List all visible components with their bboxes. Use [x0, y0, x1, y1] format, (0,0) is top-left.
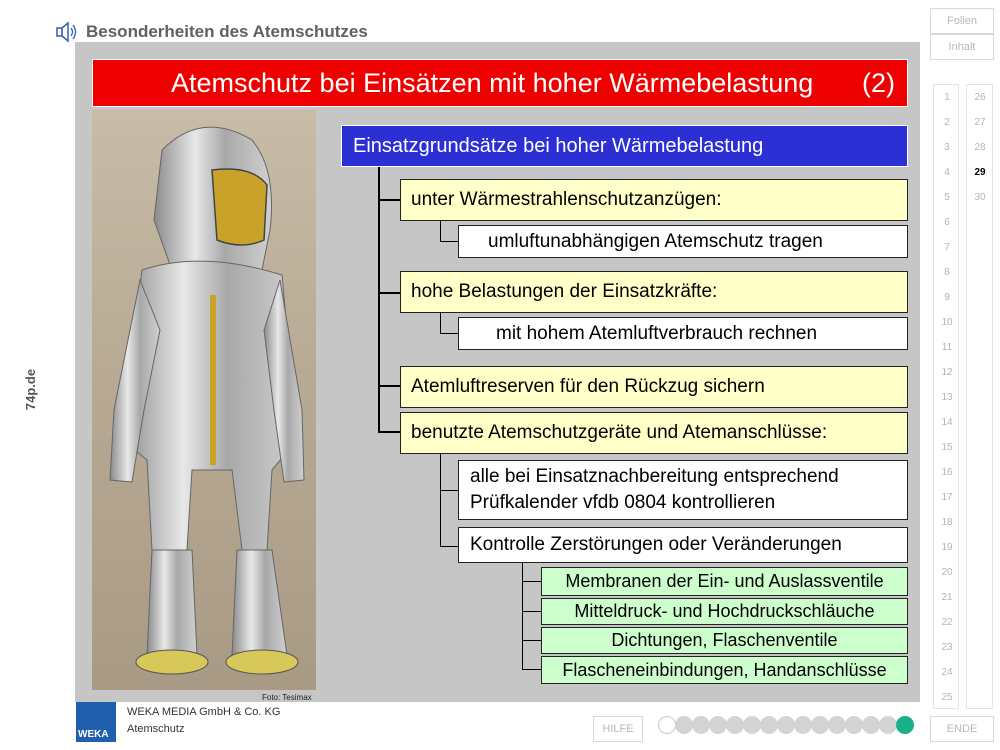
progress-dot[interactable]: [811, 716, 829, 734]
tree-line-h4: [378, 431, 400, 433]
slide-link-4[interactable]: 4: [944, 166, 950, 178]
progress-dot[interactable]: [794, 716, 812, 734]
progress-dot[interactable]: [896, 716, 914, 734]
tree-line-sub3-h2: [440, 546, 458, 547]
tree-line-vertical: [378, 167, 380, 433]
progress-dot[interactable]: [777, 716, 795, 734]
slide-link-3[interactable]: 3: [944, 141, 950, 153]
slide-link-8[interactable]: 8: [944, 266, 950, 278]
inhalt-button[interactable]: Inhalt: [930, 34, 994, 60]
slide-link-20[interactable]: 20: [941, 566, 953, 578]
slide-link-24[interactable]: 24: [941, 666, 953, 678]
sub-item-breathing: umluftunabhängigen Atemschutz tragen: [458, 225, 908, 258]
slide-link-22[interactable]: 22: [941, 616, 953, 628]
slide-link-18[interactable]: 18: [941, 516, 953, 528]
sub-item-inspection: [458, 460, 908, 520]
progress-dot[interactable]: [709, 716, 727, 734]
slide-title: Atemschutz bei Einsätzen mit hoher Wärmebelastung: [171, 68, 814, 98]
sub-item-inspection-line1: alle bei Einsatznachbereitung entsprechend: [470, 466, 839, 487]
tree-line-green-h2: [522, 611, 541, 612]
sub-item-air-consumption: mit hohem Atemluftverbrauch rechnen: [458, 317, 908, 350]
progress-dot[interactable]: [760, 716, 778, 734]
progress-dot[interactable]: [743, 716, 761, 734]
slide-link-14[interactable]: 14: [941, 416, 953, 428]
tree-line-sub3-h1: [440, 490, 458, 491]
green-item-valves: Membranen der Ein- und Auslassventile: [541, 567, 908, 596]
progress-dot[interactable]: [879, 716, 897, 734]
progress-dot[interactable]: [862, 716, 880, 734]
slide-link-12[interactable]: 12: [941, 366, 953, 378]
tree-line-h3: [378, 385, 400, 387]
sub-item-inspection-line2: Prüfkalender vfdb 0804 kontrollieren: [470, 492, 776, 513]
slide-link-13[interactable]: 13: [941, 391, 953, 403]
slide-link-15[interactable]: 15: [941, 441, 953, 453]
tree-line-sub1-h: [440, 241, 458, 242]
slide-link-9[interactable]: 9: [944, 291, 950, 303]
tree-line-sub1-v: [440, 221, 441, 241]
photo-credit: Foto: Tesimax: [262, 693, 312, 702]
slide-link-16[interactable]: 16: [941, 466, 953, 478]
item-used-equipment: benutzte Atemschutzgeräte und Atemanschlüsse:: [400, 412, 908, 454]
tree-line-green-h1: [522, 581, 541, 582]
sub-item-control: Kontrolle Zerstörungen oder Veränderungen: [458, 527, 908, 563]
tree-line-sub2-h: [440, 333, 458, 334]
slide-link-28[interactable]: 28: [974, 141, 986, 153]
side-brand: 74p.de: [23, 368, 39, 411]
speaker-icon[interactable]: [55, 20, 79, 44]
tree-line-sub3-v: [440, 454, 441, 546]
progress-dot[interactable]: [845, 716, 863, 734]
tree-line-h1: [378, 199, 400, 201]
slide-link-17[interactable]: 17: [941, 491, 953, 503]
slide-link-6[interactable]: 6: [944, 216, 950, 228]
tree-line-sub2-v: [440, 313, 441, 333]
tree-line-green-h3: [522, 640, 541, 641]
heat-suit-photo: [92, 110, 316, 690]
progress-dot[interactable]: [692, 716, 710, 734]
main-heading: Einsatzgrundsätze bei hoher Wärmebelastung: [341, 125, 908, 167]
weka-logo: WEKA: [76, 702, 116, 742]
item-air-reserves: Atemluftreserven für den Rückzug sichern: [400, 366, 908, 408]
heat-suit-figure-icon: [92, 110, 316, 690]
item-high-load: hohe Belastungen der Einsatzkräfte:: [400, 271, 908, 313]
green-item-connections: Flascheneinbindungen, Handanschlüsse: [541, 656, 908, 684]
green-item-seals: Dichtungen, Flaschenventile: [541, 627, 908, 654]
item-heat-suits: unter Wärmestrahlenschutzanzügen:: [400, 179, 908, 221]
slide-link-29[interactable]: 29: [974, 166, 986, 178]
tree-line-h2: [378, 292, 400, 294]
slide-link-11[interactable]: 11: [941, 341, 953, 353]
tree-line-green-h4: [522, 669, 541, 670]
slide-title-bar: [92, 59, 908, 107]
slide-number-column-1: [933, 84, 959, 709]
progress-dot[interactable]: [675, 716, 693, 734]
slide-number-column-2: [966, 84, 993, 709]
slide-link-2[interactable]: 2: [944, 116, 950, 128]
slide-link-19[interactable]: 19: [941, 541, 953, 553]
slide-link-30[interactable]: 30: [974, 191, 986, 203]
slide-link-23[interactable]: 23: [941, 641, 953, 653]
folien-button[interactable]: Folien: [930, 8, 994, 34]
slide-link-5[interactable]: 5: [944, 191, 950, 203]
slide-link-21[interactable]: 21: [941, 591, 953, 603]
slide-number: (2): [862, 68, 895, 98]
slide-link-10[interactable]: 10: [941, 316, 953, 328]
green-item-hoses: Mitteldruck- und Hochdruckschläuche: [541, 598, 908, 625]
header-title: Besonderheiten des Atemschutzes: [86, 22, 368, 41]
slide-link-7[interactable]: 7: [944, 241, 950, 253]
slide-link-1[interactable]: 1: [944, 91, 950, 103]
progress-dot[interactable]: [658, 716, 676, 734]
slide-link-25[interactable]: 25: [941, 691, 953, 703]
progress-dot[interactable]: [828, 716, 846, 734]
progress-dot[interactable]: [726, 716, 744, 734]
footer-subtitle: Atemschutz: [127, 723, 185, 735]
ende-button[interactable]: ENDE: [930, 716, 994, 742]
footer-company: WEKA MEDIA GmbH & Co. KG: [127, 706, 281, 718]
slide-link-27[interactable]: 27: [974, 116, 986, 128]
tree-line-green-v: [522, 563, 523, 669]
hilfe-button[interactable]: HILFE: [593, 716, 643, 742]
slide-link-26[interactable]: 26: [974, 91, 986, 103]
